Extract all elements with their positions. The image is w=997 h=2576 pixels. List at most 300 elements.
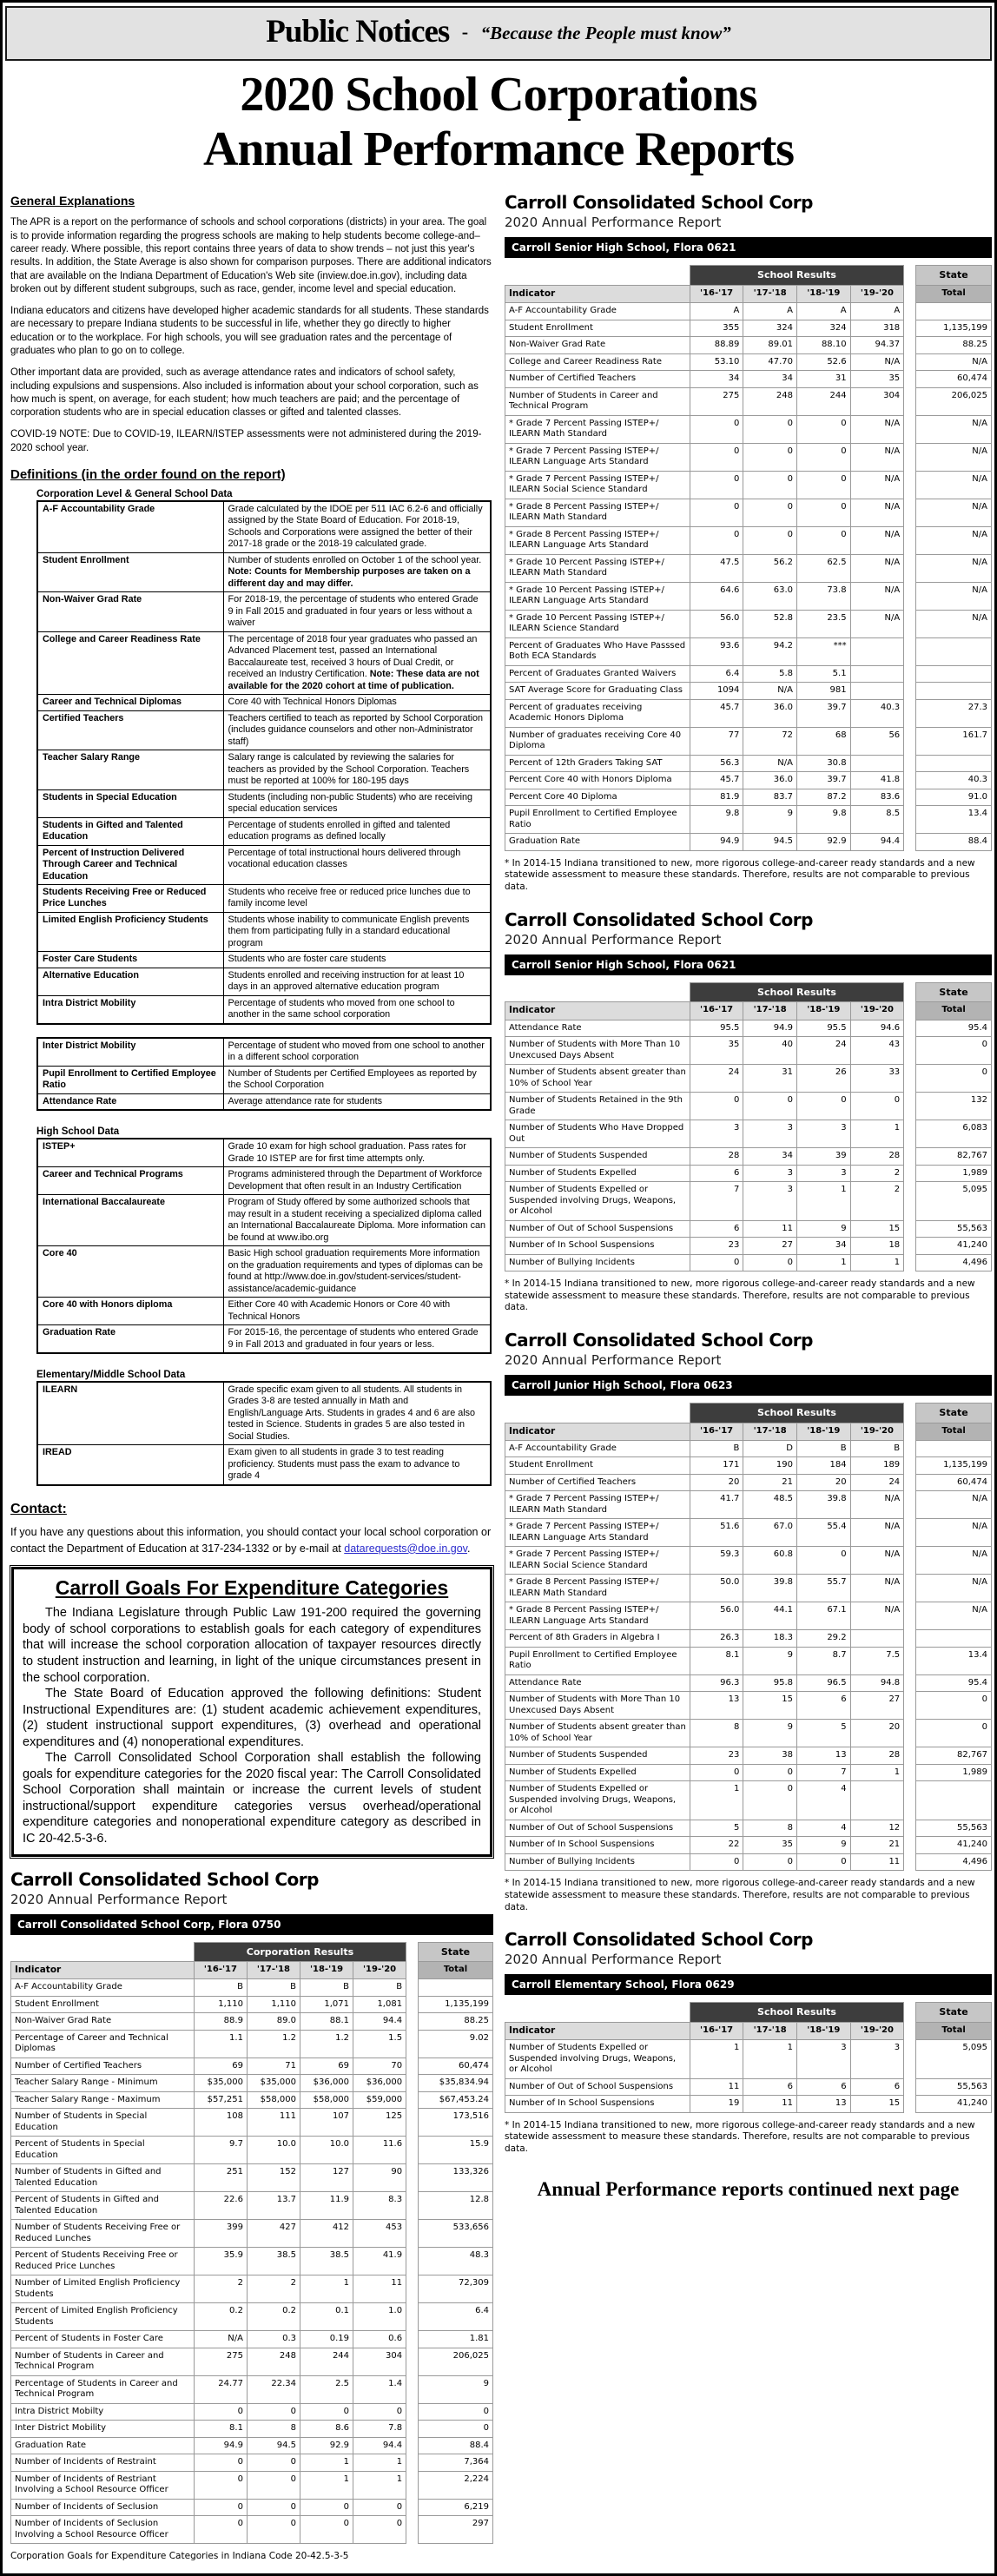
- indicator-row: [505, 387, 992, 415]
- year-value: D: [743, 1440, 797, 1457]
- year-value: 5.1: [796, 665, 850, 683]
- indicator-row: [11, 2471, 493, 2499]
- indicator-label: Number of Students Expelled or Suspended involving Drugs, Weapons, or Alcohol: [505, 1182, 690, 1221]
- indicator-label: Percent of Graduates Who Have Passsed Both ECA Standards: [505, 637, 690, 665]
- year-value: 3: [796, 1120, 850, 1148]
- year-value: 0: [743, 1853, 797, 1871]
- year-value: 96.5: [796, 1674, 850, 1692]
- year-value: 28: [850, 1747, 904, 1765]
- definition-term: Career and Technical Programs: [37, 1167, 223, 1195]
- definition-term: Percent of Instruction Delivered Through Career and Technical Education: [37, 845, 223, 884]
- indicator-label: Percent Core 40 Diploma: [505, 789, 690, 806]
- year-value: 69: [300, 2057, 353, 2075]
- year-value: 13: [796, 1747, 850, 1765]
- year-value: 2.5: [300, 2375, 353, 2403]
- indicator-row: [11, 2091, 493, 2109]
- state-total-value: [916, 1630, 992, 1648]
- year-value: 1,110: [247, 1996, 300, 2013]
- year-value: 22.34: [247, 2375, 300, 2403]
- paragraph: The Indiana Legislature through Public Law 191-200 required the governing body of school corporations to establish goals for each category of expenditures that will increase the school corporation allocation of taxpayer resources directly to student instruction and learning, in light of the unique circumstances present in the school corporation.: [23, 1606, 481, 1685]
- state-total-value: 5,095: [916, 1182, 992, 1221]
- definition-text: For 2018-19, the percentage of students who entered Grade 9 in Fall 2015 and graduated in four years or less without a waiver: [223, 592, 491, 631]
- state-total-value: 0: [916, 1720, 992, 1747]
- indicator-label: Number of In School Suspensions: [505, 1238, 690, 1255]
- year-value: N/A: [850, 1491, 904, 1519]
- indicator-row: [505, 1020, 992, 1037]
- corporation-report: [10, 1869, 493, 2545]
- year-value: 7: [796, 1764, 850, 1781]
- indicator-row: [11, 1979, 493, 1997]
- year-value: B: [796, 1440, 850, 1457]
- indicator-row: [505, 834, 992, 851]
- indicator-row: [11, 2499, 493, 2516]
- year-value: 36.0: [743, 772, 797, 789]
- year-value: 0: [796, 526, 850, 554]
- state-total-value: 9.02: [418, 2030, 492, 2057]
- year-value: 0: [353, 2516, 406, 2544]
- state-total-value: 40.3: [916, 772, 992, 789]
- goals-text: [23, 1605, 481, 1846]
- year-value: 94.4: [850, 834, 904, 851]
- definition-term: A-F Accountability Grade: [37, 501, 223, 552]
- state-total-value: 60,474: [418, 2057, 492, 2075]
- definition-text: Salary range is calculated by reviewing the salaries for teachers as provided by the School Corporation. Teachers must be reported at 100% for 180-195 days: [223, 750, 491, 789]
- year-value: 11: [690, 2078, 743, 2096]
- results-header: Corporation Results: [194, 1942, 406, 1962]
- report-footnote: * In 2014-15 Indiana transitioned to new, more rigorous college-and-career ready standards and a new statewide assessment to measure these standards. Therefore, results are not comparable to previous data.: [505, 2119, 975, 2154]
- definition-term: Limited English Proficiency Students: [37, 912, 223, 951]
- definition-row: [37, 789, 491, 817]
- corporation-report-table-wrap: [10, 1942, 493, 2545]
- indicator-label: College and Career Readiness Rate: [505, 353, 690, 371]
- year-value: 9.8: [690, 806, 743, 834]
- indicator-label: Percentage of Career and Technical Diplomas: [11, 2030, 195, 2057]
- indicator-row: [505, 727, 992, 755]
- indicator-label: Student Enrollment: [505, 320, 690, 337]
- definition-term: Foster Care Students: [37, 952, 223, 968]
- indicator-row: [505, 1093, 992, 1120]
- year-value: 44.1: [743, 1602, 797, 1630]
- results-header: School Results: [690, 1404, 903, 1423]
- year-value: 1,110: [194, 1996, 247, 2013]
- year-value: 94.4: [353, 2437, 406, 2454]
- year-value: 70: [353, 2057, 406, 2075]
- year-header: '17-'18: [743, 1002, 797, 1020]
- year-value: 318: [850, 320, 904, 337]
- year-value: N/A: [850, 1575, 904, 1602]
- indicator-row: [505, 1692, 992, 1720]
- year-value: 8: [690, 1720, 743, 1747]
- year-value: 94.9: [690, 834, 743, 851]
- definition-text: For 2015-16, the percentage of students who entered Grade 9 in Fall 2013 and graduated in four years or less.: [223, 1325, 491, 1353]
- indicator-label: Number of Students Expelled: [505, 1165, 690, 1182]
- year-value: N/A: [850, 1519, 904, 1547]
- indicator-row: [505, 1182, 992, 1221]
- indicator-label: A-F Accountability Grade: [11, 1979, 195, 1997]
- definition-term: IREAD: [37, 1445, 223, 1485]
- year-value: 35.9: [194, 2248, 247, 2275]
- year-value: $35,000: [247, 2075, 300, 2092]
- state-total-value: N/A: [916, 610, 992, 637]
- definition-term: Career and Technical Diplomas: [37, 695, 223, 710]
- state-total-value: 55,563: [916, 1220, 992, 1238]
- year-value: 31: [743, 1065, 797, 1093]
- year-value: 190: [743, 1457, 797, 1475]
- year-value: 20: [796, 1474, 850, 1491]
- indicator-label: * Grade 7 Percent Passing ISTEP+/ ILEARN Language Arts Standard: [505, 443, 690, 471]
- indicator-label: Percent of Limited English Proficiency Students: [11, 2303, 195, 2331]
- state-total-value: 13.4: [916, 1647, 992, 1674]
- state-total-value: N/A: [916, 1519, 992, 1547]
- state-total-value: $67,453.24: [418, 2091, 492, 2109]
- year-value: 23: [690, 1238, 743, 1255]
- year-value: 26: [796, 1065, 850, 1093]
- year-value: B: [353, 1979, 406, 1997]
- indicator-row: [505, 554, 992, 582]
- indicator-label: Pupil Enrollment to Certified Employee Ratio: [505, 806, 690, 834]
- year-value: 0: [690, 443, 743, 471]
- indicator-row: [505, 1764, 992, 1781]
- indicator-row: [505, 1220, 992, 1238]
- definition-term: Students in Gifted and Talented Education: [37, 817, 223, 845]
- left-column: [10, 187, 493, 2565]
- indicator-row: [505, 789, 992, 806]
- indicator-row: [505, 1440, 992, 1457]
- definition-row: [37, 1298, 491, 1325]
- year-value: 0: [743, 471, 797, 499]
- goals-box: [11, 1567, 492, 1856]
- year-value: $36,000: [300, 2075, 353, 2092]
- year-header: '18-'19: [796, 286, 850, 303]
- corporation-report-bar: Carroll Consolidated School Corp, Flora 0750: [10, 1914, 493, 1935]
- year-value: 8.6: [300, 2421, 353, 2438]
- indicator-row: [11, 2421, 493, 2438]
- year-value: 11: [743, 2096, 797, 2113]
- definition-term: Certified Teachers: [37, 710, 223, 750]
- indicator-label: Teacher Salary Range - Minimum: [11, 2075, 195, 2092]
- indicator-label: Percent Core 40 with Honors Diploma: [505, 772, 690, 789]
- year-value: B: [850, 1440, 904, 1457]
- year-value: 1: [850, 1764, 904, 1781]
- high-school-definitions-table: [36, 1138, 492, 1354]
- school-report-bar: Carroll Senior High School, Flora 0621: [505, 237, 992, 258]
- year-value: 55.7: [796, 1575, 850, 1602]
- elementary-definitions-table: [36, 1381, 492, 1486]
- definition-text: Exam given to all students in grade 3 to test reading proficiency. Students must pass the exam to advance to grade 4: [223, 1445, 491, 1485]
- year-value: 251: [194, 2164, 247, 2192]
- state-total-value: [916, 303, 992, 320]
- year-value: 94.5: [247, 2437, 300, 2454]
- results-header: School Results: [690, 982, 903, 1002]
- year-value: N/A: [850, 1602, 904, 1630]
- year-value: 244: [300, 2348, 353, 2375]
- year-value: 27: [743, 1238, 797, 1255]
- indicator-label: Non-Waiver Grad Rate: [505, 337, 690, 354]
- year-value: 0: [743, 1093, 797, 1120]
- year-value: 8.5: [850, 806, 904, 834]
- indicator-row: [505, 353, 992, 371]
- year-value: 5.8: [743, 665, 797, 683]
- year-value: 60.8: [743, 1547, 797, 1575]
- paragraph: The Carroll Consolidated School Corporation shall establish the following goals for expenditure categories for the 2020 fiscal year: The Carroll Consolidated School Corporation shall maintain or increase the current levels of student instructional/support expenditure categories versus overhead/operational expenditure categories and nonoperational expenditure category as described in IC 20-42.5-3-6.: [23, 1751, 481, 1846]
- year-value: 12: [850, 1820, 904, 1837]
- year-value: 0: [300, 2516, 353, 2544]
- corporation-goals-footer: Corporation Goals for Expenditure Categories in Indiana Code 20-42.5-3-5: [10, 2551, 349, 2562]
- state-total-value: 9: [418, 2375, 492, 2403]
- year-value: 90: [353, 2164, 406, 2192]
- year-value: 77: [690, 727, 743, 755]
- year-value: 19: [690, 2096, 743, 2113]
- year-value: 24: [690, 1065, 743, 1093]
- indicator-row: [505, 1781, 992, 1820]
- state-total-value: 13.4: [916, 806, 992, 834]
- year-header: '16-'17: [690, 286, 743, 303]
- year-value: 0: [690, 471, 743, 499]
- year-value: 2: [850, 1165, 904, 1182]
- year-value: 248: [743, 387, 797, 415]
- year-value: [850, 755, 904, 772]
- year-value: 2: [194, 2275, 247, 2303]
- state-total-value: 41,240: [916, 1238, 992, 1255]
- state-total-value: 88.25: [916, 337, 992, 354]
- year-header: '16-'17: [690, 1002, 743, 1020]
- year-value: 0: [796, 471, 850, 499]
- year-value: 53.10: [690, 353, 743, 371]
- definition-row: [37, 1139, 491, 1166]
- indicator-label: Percent of Graduates Granted Waivers: [505, 665, 690, 683]
- school-report-bar: Carroll Elementary School, Flora 0629: [505, 1974, 992, 1995]
- indicator-row: [11, 2030, 493, 2057]
- year-value: 24: [850, 1474, 904, 1491]
- year-value: 0: [300, 2499, 353, 2516]
- indicator-label: Attendance Rate: [505, 1020, 690, 1037]
- indicator-label: * Grade 8 Percent Passing ISTEP+/ ILEARN Language Arts Standard: [505, 526, 690, 554]
- indicator-row: [505, 610, 992, 637]
- definition-row: [37, 1167, 491, 1195]
- year-value: 9: [796, 1837, 850, 1854]
- year-header: '19-'20: [850, 1002, 904, 1020]
- definition-text: Students (including non-public Students) who are receiving special education services: [223, 789, 491, 817]
- performance-table: [505, 982, 992, 1271]
- year-value: 20: [850, 1720, 904, 1747]
- indicator-row: [505, 2078, 992, 2096]
- year-value: 0.6: [353, 2331, 406, 2348]
- year-value: 5: [796, 1720, 850, 1747]
- state-total-value: 72,309: [418, 2275, 492, 2303]
- state-total-value: N/A: [916, 499, 992, 526]
- definition-row: [37, 1246, 491, 1298]
- indicator-row: [505, 371, 992, 388]
- year-value: 0: [743, 1781, 797, 1820]
- year-value: 8.7: [796, 1647, 850, 1674]
- year-value: 1: [690, 1781, 743, 1820]
- indicator-label: Number of In School Suspensions: [505, 2096, 690, 2113]
- year-value: 0: [247, 2471, 300, 2499]
- year-value: 1: [353, 2471, 406, 2499]
- contact-email-link[interactable]: datarequests@doe.in.gov: [344, 1542, 467, 1555]
- year-value: 0: [796, 415, 850, 443]
- high-school-data-label: High School Data: [36, 1126, 120, 1138]
- year-value: 0: [353, 2403, 406, 2421]
- masthead-title: Public Notices: [266, 14, 450, 50]
- year-value: 0: [690, 1853, 743, 1871]
- year-value: 67.0: [743, 1519, 797, 1547]
- year-value: N/A: [743, 683, 797, 700]
- indicator-label: Graduation Rate: [505, 834, 690, 851]
- indicator-row: [11, 2437, 493, 2454]
- general-explanations-text: [10, 216, 493, 455]
- year-value: 3: [743, 1182, 797, 1221]
- year-value: 68: [796, 727, 850, 755]
- year-value: 38.5: [247, 2248, 300, 2275]
- state-total-value: 48.3: [418, 2248, 492, 2275]
- year-value: 18: [850, 1238, 904, 1255]
- indicator-row: [505, 415, 992, 443]
- indicator-row: [505, 1165, 992, 1182]
- indicator-header: Indicator: [505, 286, 690, 303]
- year-value: 56.2: [743, 554, 797, 582]
- year-value: 275: [194, 2348, 247, 2375]
- year-value: 427: [247, 2220, 300, 2248]
- year-value: 3: [796, 2040, 850, 2079]
- year-value: 47.70: [743, 353, 797, 371]
- year-value: 0: [247, 2499, 300, 2516]
- state-total-value: $35,834.94: [418, 2075, 492, 2092]
- indicator-label: * Grade 7 Percent Passing ISTEP+/ ILEARN Language Arts Standard: [505, 1519, 690, 1547]
- indicator-label: Number of Certified Teachers: [505, 371, 690, 388]
- year-value: 1: [353, 2454, 406, 2472]
- year-value: 0: [743, 415, 797, 443]
- year-value: 8: [743, 1820, 797, 1837]
- year-value: 8: [247, 2421, 300, 2438]
- year-value: 0: [247, 2454, 300, 2472]
- indicator-label: Attendance Rate: [505, 1674, 690, 1692]
- year-value: 62.5: [796, 554, 850, 582]
- year-value: 324: [796, 320, 850, 337]
- indicator-label: Number of Out of School Suspensions: [505, 2078, 690, 2096]
- indicator-row: [505, 1720, 992, 1747]
- indicator-label: Number of Certified Teachers: [11, 2057, 195, 2075]
- year-value: 43: [850, 1037, 904, 1065]
- results-header: School Results: [690, 266, 903, 286]
- indicator-row: [11, 2137, 493, 2164]
- year-value: 6: [690, 1165, 743, 1182]
- year-value: 38.5: [300, 2248, 353, 2275]
- year-value: 108: [194, 2109, 247, 2137]
- year-value: 0: [850, 1093, 904, 1120]
- year-value: 21: [850, 1837, 904, 1854]
- paragraph: COVID-19 NOTE: Due to COVID-19, ILEARN/ISTEP assessments were not administered during the 2019-2020 school year.: [10, 429, 482, 453]
- year-header: '19-'20: [353, 1962, 406, 1979]
- year-value: 94.8: [850, 1674, 904, 1692]
- definition-text: Percentage of students enrolled in gifted and talented education programs as defined locally: [223, 817, 491, 845]
- year-value: 1: [300, 2454, 353, 2472]
- indicator-label: Number of Students with More Than 10 Unexcused Days Absent: [505, 1692, 690, 1720]
- indicator-label: Number of Students Receiving Free or Reduced Lunches: [11, 2220, 195, 2248]
- definition-text: Either Core 40 with Academic Honors or Core 40 with Technical Honors: [223, 1298, 491, 1325]
- year-value: 981: [796, 683, 850, 700]
- year-value: 6: [796, 1692, 850, 1720]
- state-total-value: 27.3: [916, 699, 992, 727]
- year-value: B: [194, 1979, 247, 1997]
- year-value: 0: [743, 443, 797, 471]
- year-value: 0.2: [247, 2303, 300, 2331]
- indicator-row: [505, 1148, 992, 1166]
- state-total-value: 1,989: [916, 1764, 992, 1781]
- year-value: 81.9: [690, 789, 743, 806]
- paragraph: Other important data are provided, such as average attendance rates and indicators of school safety, including expulsions and suspensions. Also included is information about your school corporation, such as how much is spent, on average, for each student; how much teachers are paid; and the percentage of corporation students who are in special education classes or gifted and talented classes.: [10, 367, 479, 419]
- year-value: N/A: [850, 582, 904, 610]
- definition-text: Students who are foster care students: [223, 952, 491, 968]
- definition-term: Student Enrollment: [37, 552, 223, 591]
- year-value: 0: [247, 2516, 300, 2544]
- results-header: School Results: [690, 2003, 903, 2023]
- state-total-value: 1,135,199: [418, 1996, 492, 2013]
- indicator-row: [505, 772, 992, 789]
- indicator-row: [505, 1837, 992, 1854]
- year-value: 45.7: [690, 772, 743, 789]
- state-total-value: 2,224: [418, 2471, 492, 2499]
- state-total-value: 41,240: [916, 1837, 992, 1854]
- indicator-label: Percent of Students in Foster Care: [11, 2331, 195, 2348]
- indicator-label: Teacher Salary Range - Maximum: [11, 2091, 195, 2109]
- indicator-label: Number of Students Retained in the 9th Grade: [505, 1093, 690, 1120]
- indicator-label: Non-Waiver Grad Rate: [11, 2013, 195, 2031]
- indicator-row: [505, 303, 992, 320]
- definition-term: Teacher Salary Range: [37, 750, 223, 789]
- indicator-header: Indicator: [505, 1002, 690, 1020]
- definition-term: Students Receiving Free or Reduced Price Lunches: [37, 884, 223, 912]
- performance-table: [505, 1403, 992, 1871]
- year-value: 355: [690, 320, 743, 337]
- contact-paragraph: [10, 1524, 493, 1557]
- state-total-value: 1,135,199: [916, 1457, 992, 1475]
- state-total-value: N/A: [916, 526, 992, 554]
- year-value: 0.3: [247, 2331, 300, 2348]
- indicator-row: [505, 1602, 992, 1630]
- year-value: 125: [353, 2109, 406, 2137]
- paragraph: The APR is a report on the performance of schools and school corporations (districts) in your area. The goal is to provide information regarding the progress schools are making to help students become college-and–career ready. Where possible, this report contains three years of data to show trends – not just this year's results. In addition, the State Average is also shown for comparison purposes. There are additional indicators that are available on the Indiana Department of Education's Web site (inview.doe.in.gov), including data broken out by different student subgroups, such as race, gender, income level and special education.: [10, 217, 492, 294]
- year-value: 15: [743, 1692, 797, 1720]
- indicator-label: Number of Incidents of Restriant Involving a School Resource Officer: [11, 2471, 195, 2499]
- year-value: 0: [690, 499, 743, 526]
- school-report-org: Carroll Consolidated School Corp: [505, 1929, 813, 1951]
- definition-row: [37, 1093, 491, 1110]
- year-value: 34: [690, 371, 743, 388]
- year-value: 111: [247, 2109, 300, 2137]
- year-value: 8.1: [194, 2421, 247, 2438]
- performance-table: [505, 265, 992, 850]
- year-value: 28: [850, 1148, 904, 1166]
- total-header: Total: [916, 286, 992, 303]
- year-value: 1.2: [300, 2030, 353, 2057]
- indicator-label: Percent of Students in Special Education: [11, 2137, 195, 2164]
- year-value: $36,000: [353, 2075, 406, 2092]
- indicator-label: Number of Incidents of Seclusion Involving a School Resource Officer: [11, 2516, 195, 2544]
- paragraph: Indiana educators and citizens have developed higher academic standards for all students. These standards are necessary to prepare Indiana students to be successful in life, whether they go directly to higher education or to the workplace. For high schools, you will see graduation rates and the percentage of graduates who plan to go on to college.: [10, 306, 489, 356]
- state-total-value: 55,563: [916, 1820, 992, 1837]
- state-total-value: 12.8: [418, 2192, 492, 2220]
- year-value: 304: [850, 387, 904, 415]
- year-value: B: [247, 1979, 300, 1997]
- year-value: 248: [247, 2348, 300, 2375]
- year-value: 0: [194, 2403, 247, 2421]
- indicator-row: [505, 1519, 992, 1547]
- year-value: 11: [743, 1220, 797, 1238]
- indicator-label: Number of Students in Gifted and Talented Education: [11, 2164, 195, 2192]
- indicator-label: Number of Students Suspended: [505, 1747, 690, 1765]
- year-value: 40: [743, 1037, 797, 1065]
